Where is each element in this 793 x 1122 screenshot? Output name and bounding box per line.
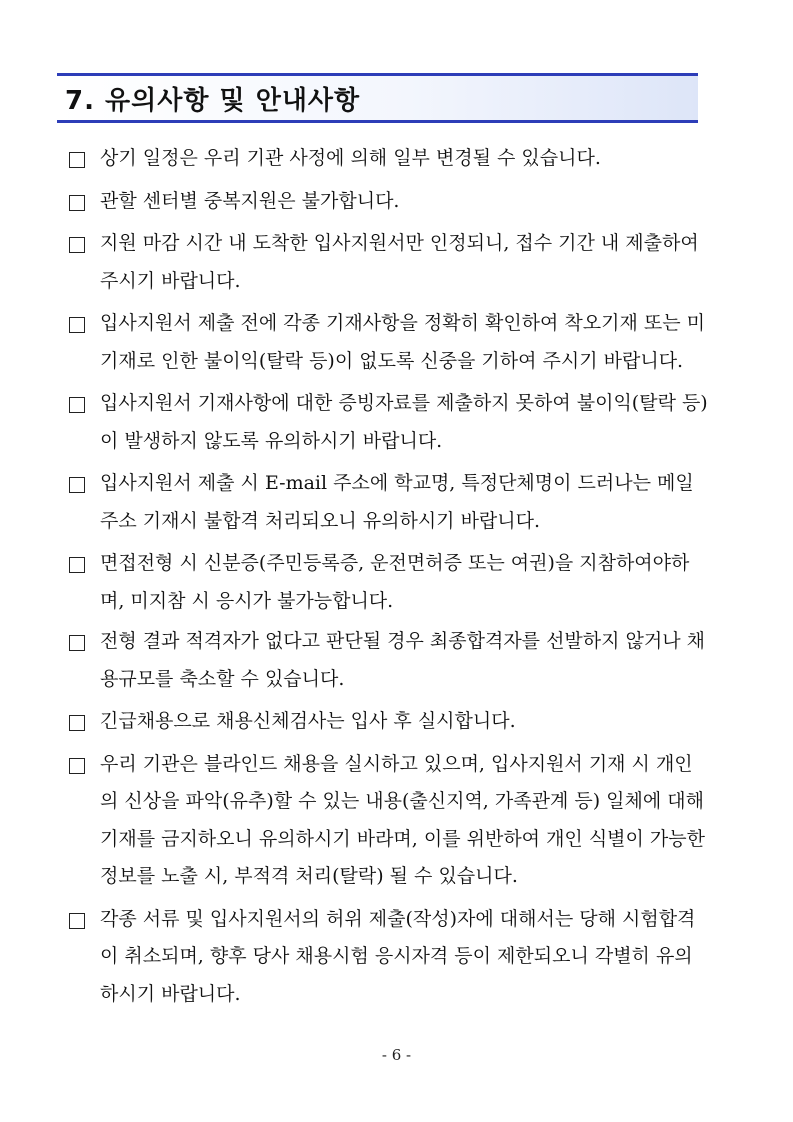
list-item [69, 385, 709, 460]
checkbox-icon [69, 477, 85, 493]
list-item-text: 입사지원서 제출 시 E-mail 주소에 학교명, 특정단체명이 드러나는 메일주소 기재시 불합격 처리되오니 유의하시기 바랍니다. [100, 472, 694, 532]
list-item-text: 관할 센터별 중복지원은 불가합니다. [100, 189, 400, 212]
checkbox-icon [69, 237, 85, 253]
list-item [69, 545, 709, 620]
list-item [69, 746, 709, 896]
page-number: - 6 - [381, 1046, 412, 1064]
checkbox-icon [69, 635, 85, 651]
checkbox-icon [69, 758, 85, 774]
section-heading [57, 73, 698, 123]
list-item [69, 225, 709, 300]
notice-list [69, 140, 709, 1018]
list-item-text: 지원 마감 시간 내 도착한 입사지원서만 인정되니, 접수 기간 내 제출하여 주시기 바랍니다. [100, 232, 699, 292]
checkbox-icon [69, 195, 85, 211]
list-item-text: 상기 일정은 우리 기관 사정에 의해 일부 변경될 수 있습니다. [100, 147, 601, 169]
checkbox-icon [69, 317, 85, 333]
list-item [69, 901, 709, 1014]
list-item-text: 면접전형 시 신분증(주민등록증, 운전면허증 또는 여권)을 지참하여야하며, 미지참 시 응시가 불가능합니다. [100, 552, 690, 612]
checkbox-icon [69, 152, 85, 168]
checkbox-icon [69, 913, 85, 929]
list-item [69, 140, 709, 178]
list-item-text: 입사지원서 제출 전에 각종 기재사항을 정확히 확인하여 착오기재 또는 미기재로 인한 불이익(탈락 등)이 없도록 신중을 기하여 주시기 바랍니다. [100, 312, 705, 372]
list-item [69, 183, 709, 221]
list-item-text: 각종 서류 및 입사지원서의 허위 제출(작성)자에 대해서는 당해 시험합격이 취소되며, 향후 당사 채용시험 응시자격 등이 제한되오니 각별히 유의하시기 바랍니다. [100, 907, 696, 1005]
checkbox-icon [69, 715, 85, 731]
list-item [69, 465, 709, 540]
list-item-text: 우리 기관은 블라인드 채용을 실시하고 있으며, 입사지원서 기재 시 개인의 신상을 파악(유추)할 수 있는 내용(출신지역, 가족관계 등) 일체에 대해 기재를 금지하오니 유의하시기 바라며, 이를 위반하여 개인 식별이 가능한 정보를 노출 시, 부적격 처리(탈락) 될 수 있습니다. [100, 752, 705, 887]
list-item-text: 긴급채용으로 채용신체검사는 입사 후 실시합니다. [100, 710, 516, 732]
list-item [69, 623, 709, 698]
checkbox-icon [69, 397, 85, 413]
checkbox-icon [69, 557, 85, 573]
list-item-text: 전형 결과 적격자가 없다고 판단될 경우 최종합격자를 선발하지 않거나 채용규모를 축소할 수 있습니다. [100, 630, 705, 690]
list-item [69, 703, 709, 741]
list-item-text: 입사지원서 기재사항에 대한 증빙자료를 제출하지 못하여 불이익(탈락 등)이 발생하지 않도록 유의하시기 바랍니다. [100, 392, 708, 452]
section-title: 7. 유의사항 및 안내사항 [65, 85, 361, 116]
list-item [69, 305, 709, 380]
